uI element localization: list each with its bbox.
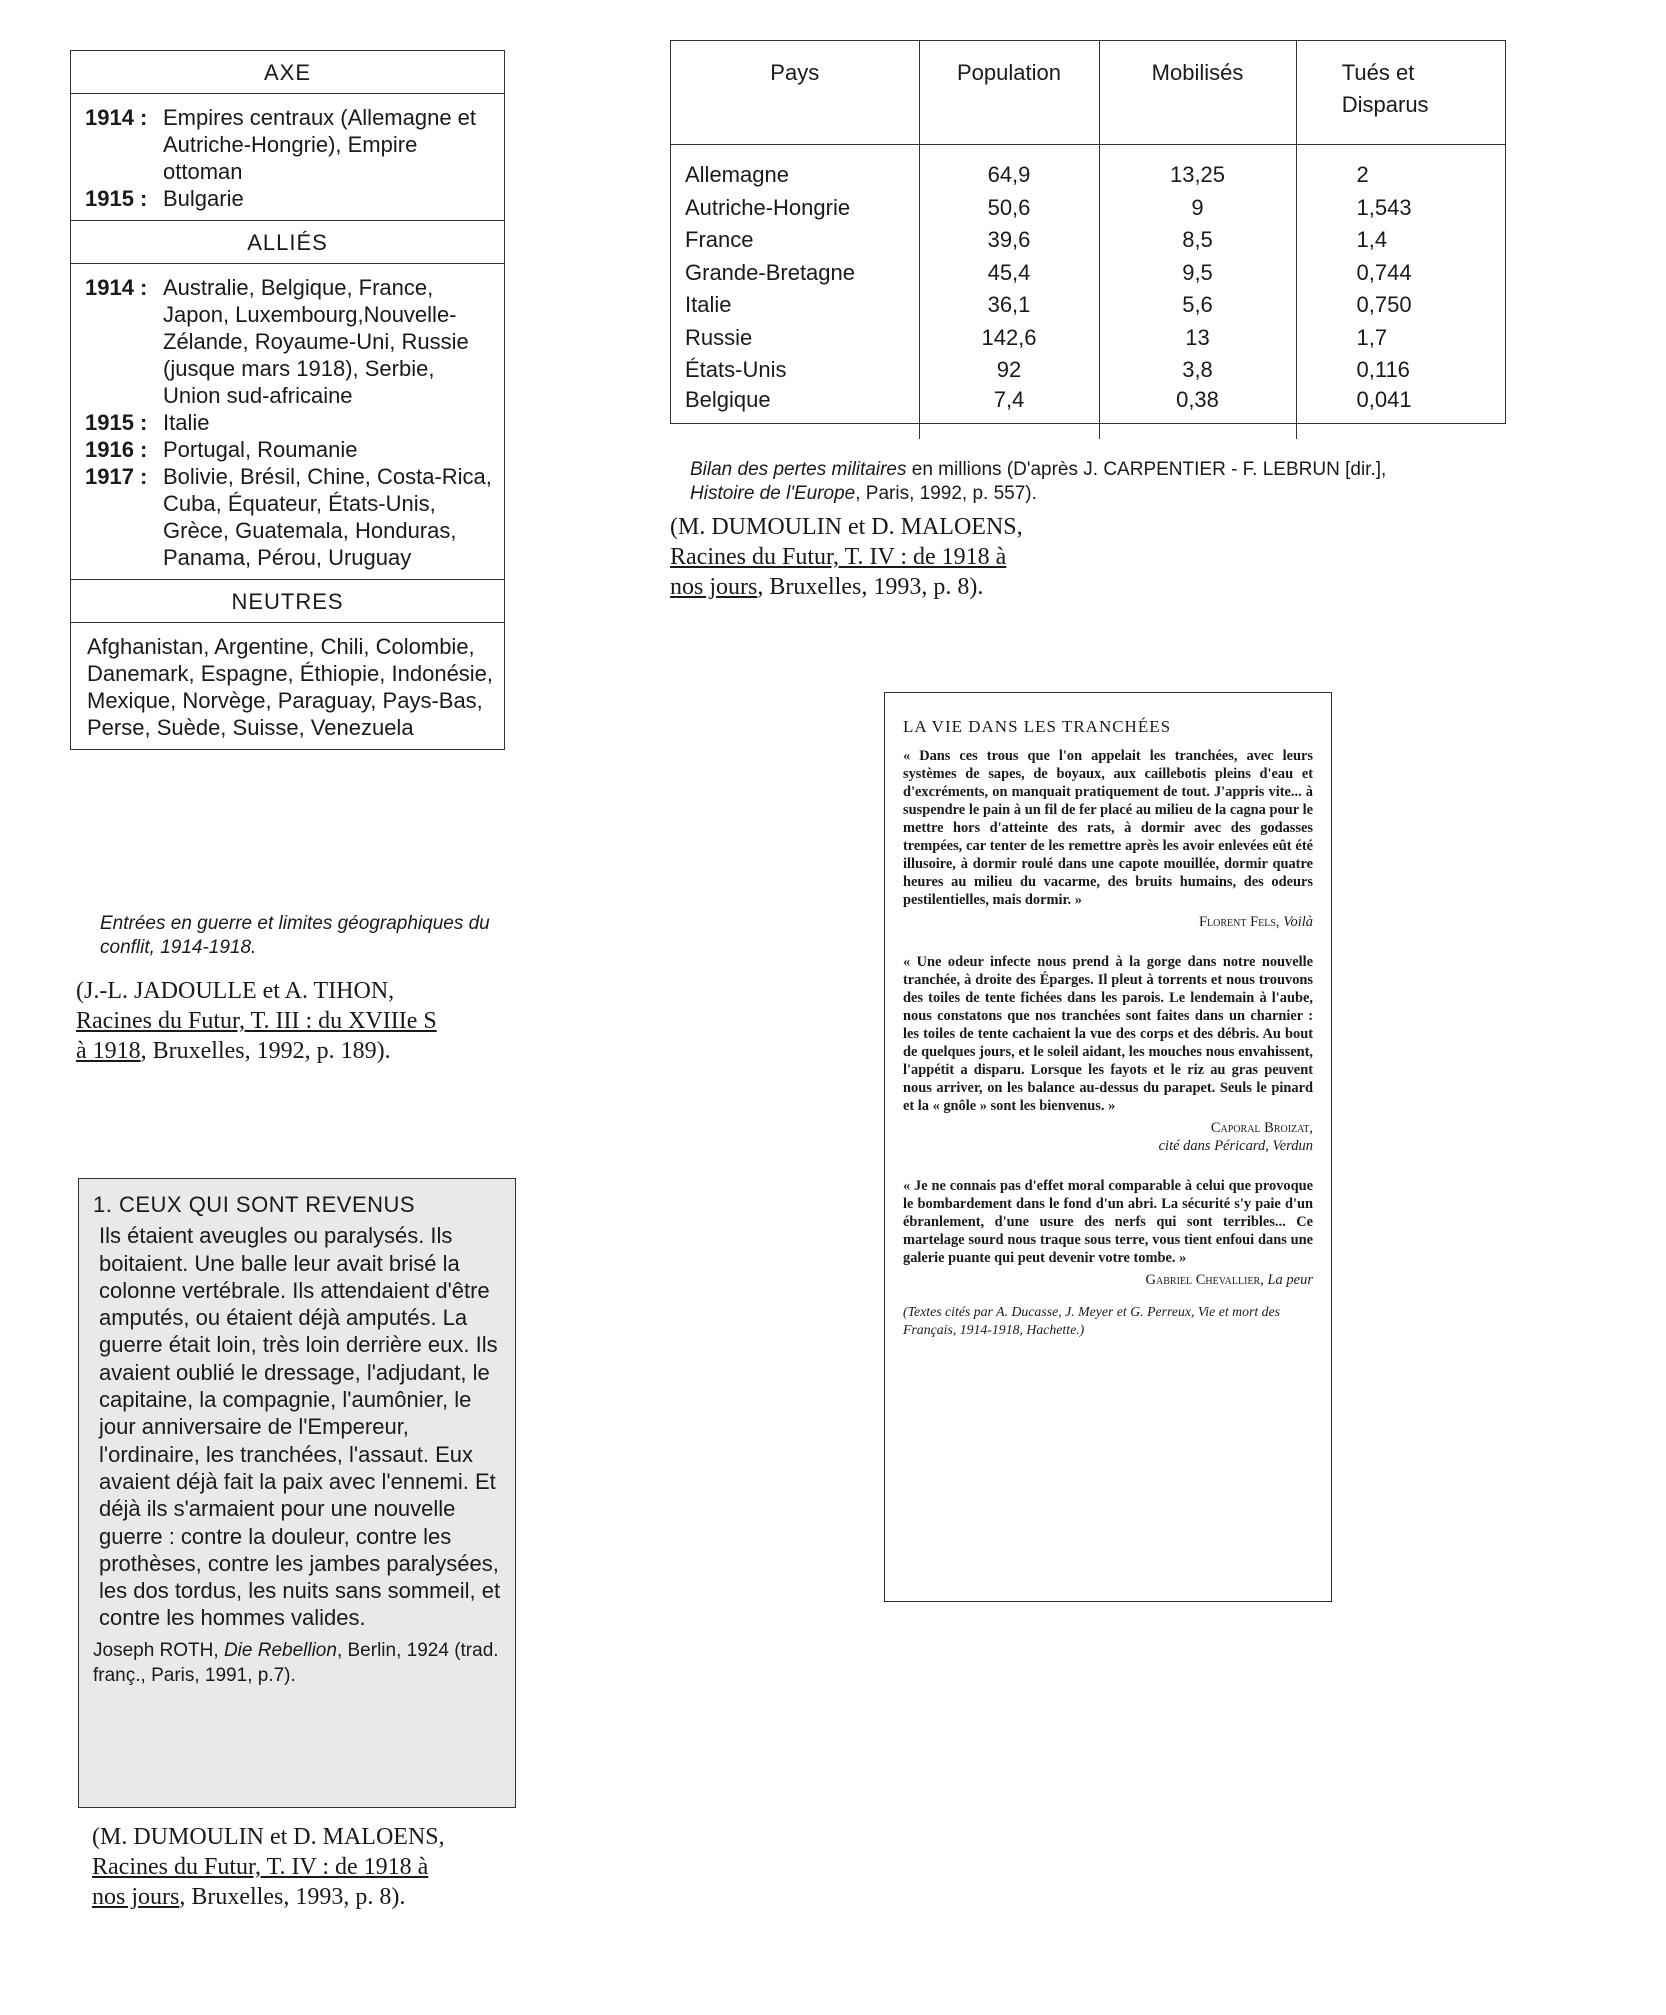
returned-citation: [93, 1638, 501, 1688]
killed-cell: 1,4: [1296, 224, 1505, 257]
table-row: [671, 192, 1505, 225]
alliances-source-title: Racines du Futur, T. III : du XVIIIe S: [76, 1008, 437, 1034]
returned-cite-author: Joseph ROTH,: [93, 1639, 224, 1661]
allies-entry-text: Australie, Belgique, France, Japon, Luxembourg,Nouvelle-Zélande, Royaume-Uni, Russie (jusque mars 1918), Serbie, Union sud-africaine: [163, 275, 469, 408]
losses-source-rest: , Bruxelles, 1993, p. 8).: [757, 574, 984, 600]
table-row: [671, 257, 1505, 290]
trenches-quote: « Je ne connais pas d'effet moral comparable à celui que provoque le bombardement dans le fond d'un abri. La sécurité s'y paie d'un ébranlement, d'une usure des nerfs qui sont terribles... Ce martelage sourd nous traque sous terre, vous tient enfoui dans une galerie puante qui peut devenir votre tombe. »: [903, 1178, 1313, 1266]
country-cell: Russie: [685, 324, 753, 350]
population-cell: 7,4: [919, 387, 1099, 439]
returned-source-title-end: nos jours: [92, 1884, 180, 1910]
axis-entry: [85, 185, 494, 212]
killed-cell: 0,116: [1296, 354, 1505, 387]
killed-cell: 1,543: [1296, 192, 1505, 225]
axis-heading: AXE: [71, 51, 504, 94]
trenches-attribution-cite: cité dans Péricard, Verdun: [1158, 1138, 1313, 1154]
alliances-caption: Entrées en guerre et limites géographiques du conflit, 1914-1918.: [100, 913, 490, 958]
country-cell: Italie: [685, 292, 732, 318]
table-row: [671, 289, 1505, 322]
population-cell: 142,6: [919, 322, 1099, 355]
trenches-quote: « Dans ces trous que l'on appelait les tranchées, avec leurs systèmes de sapes, de boyaux, aux caillebotis pleins d'eau et d'excréments, on manquait pratiquement de tout. J'appris vite... à suspendre le pain à un fil de fer placé au milieu de la cagna pour le mettre hors d'atteinte des rats, à dormir avec des godasses trempées, car tenter de les remettre après les avoir enlevées eût été illusoire, à dormir roulé dans une capote mouillée, dormir quatre heures au milieu du vacarme, des bruits humains, des odeurs pestilentielles, mais dormir. »: [903, 748, 1313, 908]
country-cell: États-Unis: [685, 357, 787, 383]
losses-caption: [690, 458, 1520, 506]
returned-source: [92, 1822, 552, 1912]
returned-cite-rest: , Berlin, 1924 (trad. franç., Paris, 1991, p.7).: [93, 1639, 499, 1686]
returned-source-title: Racines du Futur, T. IV : de 1918 à: [92, 1854, 429, 1880]
alliances-source: [76, 976, 536, 1066]
axis-list: [71, 94, 504, 221]
killed-cell: 0,750: [1296, 289, 1505, 322]
population-cell: 36,1: [919, 289, 1099, 322]
losses-caption-title: Bilan des pertes militaires: [690, 459, 907, 480]
trenches-quote: « Une odeur infecte nous prend à la gorge dans notre nouvelle tranchée, à droite des Éparges. Il pleut à torrents et nous trouvons des toiles de tente fichées dans les parois. Le lendemain à l'aube, nous constatons que nos tranchées sont faites dans un charnier : les toiles de tente cachaient la vue des corps et des débris. Au bout de quelques jours, et le soleil aidant, les mouches nous envahissent, l'appétit a disparu. Lorsque les fayots et le riz au gras peuvent nous arriver, on les balance au-dessus du parapet. Seuls le pinard et la « gnôle » sont les bienvenus. »: [903, 954, 1313, 1114]
allies-entry-text: Portugal, Roumanie: [163, 437, 358, 462]
alliances-box: [70, 50, 505, 750]
killed-cell: 0,041: [1296, 387, 1505, 439]
killed-cell: 2: [1296, 145, 1505, 192]
allies-entry-year: 1914 :: [85, 275, 148, 300]
losses-header-row: [671, 41, 1505, 145]
allies-entry: [85, 409, 494, 436]
returned-source-authors: (M. DUMOULIN et D. MALOENS,: [92, 1824, 445, 1850]
losses-table: [671, 41, 1505, 439]
population-cell: 50,6: [919, 192, 1099, 225]
table-row: [671, 224, 1505, 257]
alliances-source-title-end: à 1918: [76, 1038, 141, 1064]
allies-entry: [85, 274, 494, 409]
mobilised-cell: 0,38: [1099, 387, 1296, 439]
trenches-attribution: Caporal Broizat,: [1210, 1120, 1313, 1136]
mobilised-cell: 9: [1099, 192, 1296, 225]
losses-caption-text2: , Paris, 1992, p. 557).: [855, 483, 1037, 504]
trenches-note: (Textes cités par A. Ducasse, J. Meyer et G. Perreux, Vie et mort des Français, 1914-1918, Hachette.): [903, 1304, 1281, 1337]
mobilised-cell: 13,25: [1099, 145, 1296, 192]
returned-text: Ils étaient aveugles ou paralysés. Ils boitaient. Une balle leur avait brisé la colonne vertébrale. Ils attendaient d'être amputés, ou étaient déjà amputés. La guerre était loin, très loin derrière eux. Ils avaient oublié le dressage, l'adjudant, le capitaine, la compagnie, l'aumônier, le jour anniversaire de l'Empereur, l'ordinaire, les tranchées, l'assaut. Eux avaient déjà fait la paix avec l'ennemi. Et déjà ils s'armaient pour une nouvelle guerre : contre la douleur, contre les prothèses, contre les jambes paralysées, les dos tordus, les nuits sans sommeil, et contre les hommes valides.: [99, 1223, 501, 1631]
country-cell: Belgique: [685, 386, 771, 412]
axis-entry-text: Bulgarie: [163, 186, 244, 211]
allies-entry: [85, 463, 494, 571]
table-row: [671, 322, 1505, 355]
header-killed-missing: Tués et Disparus: [1296, 41, 1505, 145]
returned-source-rest: , Bruxelles, 1993, p. 8).: [179, 1884, 406, 1910]
alliances-source-rest: , Bruxelles, 1992, p. 189).: [140, 1038, 391, 1064]
returned-soldiers-box: [78, 1178, 516, 1808]
losses-source-title: Racines du Futur, T. IV : de 1918 à: [670, 544, 1007, 570]
trench-life-box: [884, 692, 1332, 1602]
mobilised-cell: 8,5: [1099, 224, 1296, 257]
population-cell: 92: [919, 354, 1099, 387]
neutral-heading: NEUTRES: [71, 580, 504, 623]
allies-entry: [85, 436, 494, 463]
header-population: Population: [919, 41, 1099, 145]
killed-cell: 1,7: [1296, 322, 1505, 355]
allies-heading: ALLIÉS: [71, 221, 504, 264]
alliances-source-authors: (J.-L. JADOULLE et A. TIHON,: [76, 978, 395, 1004]
mobilised-cell: 13: [1099, 322, 1296, 355]
losses-caption-text: en millions (D'après J. CARPENTIER - F. LEBRUN [dir.],: [906, 459, 1387, 480]
losses-source-authors: (M. DUMOULIN et D. MALOENS,: [670, 514, 1023, 540]
axis-entry-year: 1914 :: [85, 105, 148, 130]
allies-list: [71, 264, 504, 580]
population-cell: 64,9: [919, 145, 1099, 192]
allies-entry-text: Italie: [163, 410, 210, 435]
country-cell: Autriche-Hongrie: [685, 194, 851, 220]
returned-cite-work: Die Rebellion: [223, 1639, 337, 1661]
losses-source-title-end: nos jours: [670, 574, 758, 600]
country-cell: Allemagne: [685, 162, 789, 188]
table-row: [671, 354, 1505, 387]
table-row: [671, 387, 1505, 439]
allies-entry-year: 1917 :: [85, 464, 148, 489]
military-losses-table: [670, 40, 1506, 424]
header-mobilised: Mobilisés: [1099, 41, 1296, 145]
header-country: Pays: [671, 41, 919, 145]
population-cell: 39,6: [919, 224, 1099, 257]
trenches-title: LA VIE DANS LES TRANCHÉES: [903, 717, 1172, 736]
losses-caption-book: Histoire de l'Europe: [690, 483, 856, 504]
allies-entry-year: 1916 :: [85, 437, 148, 462]
neutral-list: [71, 623, 504, 749]
losses-source: [670, 512, 1130, 602]
allies-entry-text: Bolivie, Brésil, Chine, Costa-Rica, Cuba, Équateur, États-Unis, Grèce, Guatemala, Honduras, Panama, Pérou, Uruguay: [163, 464, 492, 570]
neutral-text: Afghanistan, Argentine, Chili, Colombie, Danemark, Espagne, Éthiopie, Indonésie, Mexique, Norvège, Paraguay, Pays-Bas, Perse, Suède, Suisse, Venezuela: [87, 634, 494, 740]
axis-entry: [85, 104, 494, 185]
killed-cell: 0,744: [1296, 257, 1505, 290]
mobilised-cell: 9,5: [1099, 257, 1296, 290]
trenches-attribution: Gabriel Chevallier, La peur: [1145, 1272, 1313, 1288]
table-row: [671, 145, 1505, 192]
axis-entry-year: 1915 :: [85, 186, 148, 211]
trenches-attribution: Florent Fels, Voilà: [1198, 914, 1313, 930]
mobilised-cell: 5,6: [1099, 289, 1296, 322]
returned-title: 1. CEUX QUI SONT REVENUS: [93, 1192, 416, 1217]
axis-entry-text: Empires centraux (Allemagne et Autriche-Hongrie), Empire ottoman: [163, 105, 477, 184]
mobilised-cell: 3,8: [1099, 354, 1296, 387]
country-cell: France: [685, 227, 754, 253]
population-cell: 45,4: [919, 257, 1099, 290]
allies-entry-year: 1915 :: [85, 410, 148, 435]
country-cell: Grande-Bretagne: [685, 259, 855, 285]
